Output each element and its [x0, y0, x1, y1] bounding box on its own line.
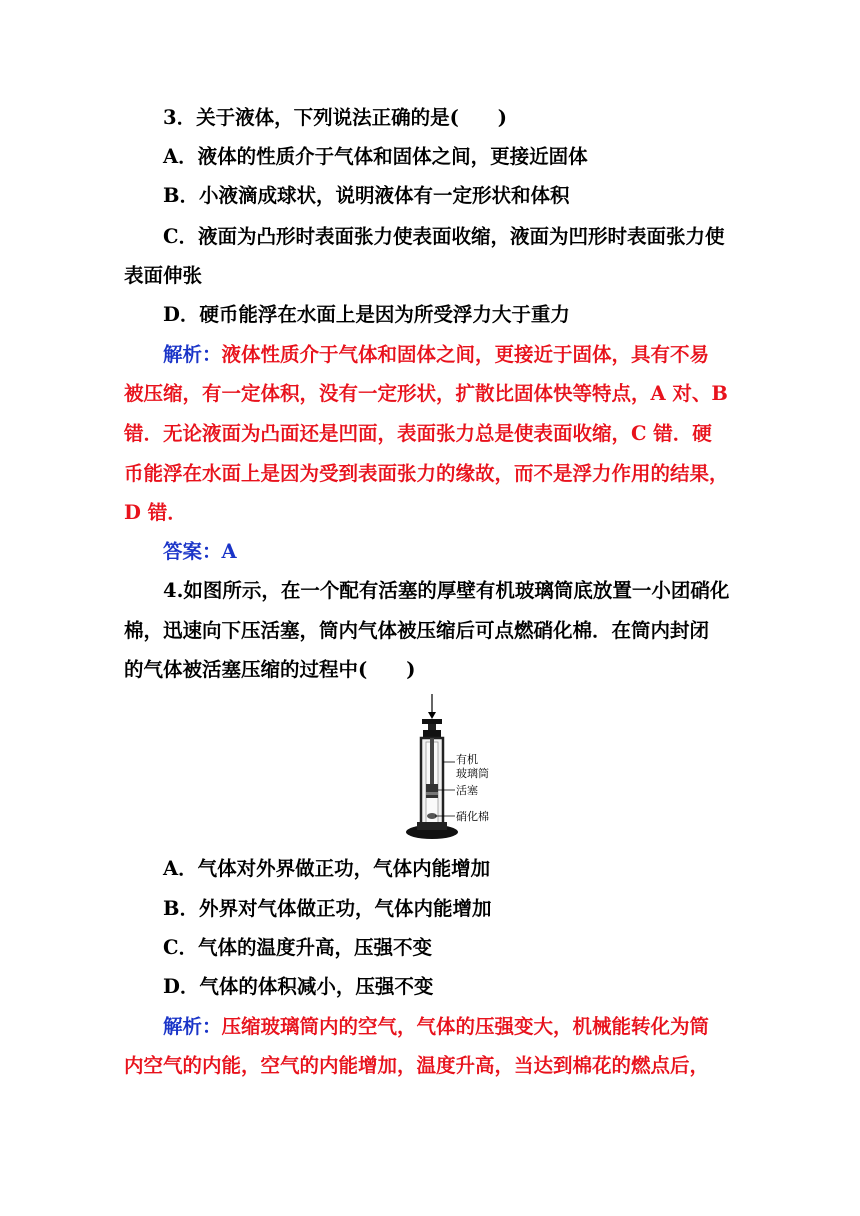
q4-analysis-label: 解析： [163, 1015, 222, 1038]
q3-analysis-line-1 [163, 342, 744, 368]
q4-analysis-text-1: 压缩玻璃筒内的空气，气体的压强变大，机械能转化为筒 [221, 1015, 710, 1038]
q4-option-a: A．气体对外界做正功，气体内能增加 [163, 857, 491, 880]
q3-option-a: A．液体的性质介于气体和固体之间，更接近固体 [163, 145, 588, 168]
label-cotton: 硝化棉 [456, 810, 489, 823]
q3-analysis-line-3: 错．无论液面为凸面还是凹面，表面张力总是使表面收缩，C 错．硬 [124, 422, 712, 445]
q3-analysis-line-5: D 错． [124, 501, 187, 524]
q3-analysis-label: 解析： [163, 343, 222, 366]
q3-analysis-line-4: 币能浮在水面上是因为受到表面张力的缘故，而不是浮力作用的结果， [124, 462, 729, 485]
q3-option-c-cont: 表面伸张 [124, 264, 203, 287]
q4-stem-line-3: 的气体被活塞压缩的过程中( ) [124, 658, 416, 681]
q3-analysis-line-2: 被压缩，有一定体积，没有一定形状，扩散比固体快等特点，A 对、B [124, 382, 728, 405]
q4-option-d: D．气体的体积减小，压强不变 [163, 975, 434, 998]
q3-answer [163, 539, 744, 565]
q4-analysis-line-2: 内空气的内能，空气的内能增加，温度升高，当达到棉花的燃点后， [124, 1054, 710, 1077]
label-tube-2: 玻璃筒 [456, 767, 489, 780]
label-piston: 活塞 [456, 784, 478, 797]
q3-answer-value: A [221, 540, 237, 563]
glass-tube-figure [395, 692, 505, 848]
q3-answer-label: 答案： [163, 540, 222, 563]
q3-analysis-text-1: 液体性质介于气体和固体之间，更接近于固体，具有不易 [221, 343, 710, 366]
q4-option-c: C．气体的温度升高，压强不变 [163, 936, 433, 959]
q4-stem-line-1: 4.如图所示，在一个配有活塞的厚壁有机玻璃筒底放置一小团硝化 [163, 579, 730, 602]
q3-option-b: B．小液滴成球状，说明液体有一定形状和体积 [163, 184, 570, 207]
q3-option-d: D．硬币能浮在水面上是因为所受浮力大于重力 [163, 303, 570, 326]
q3-option-c: C．液面为凸形时表面张力使表面收缩，液面为凹形时表面张力使 [163, 225, 725, 248]
q4-option-b: B．外界对气体做正功，气体内能增加 [163, 897, 492, 920]
q4-stem-line-2: 棉，迅速向下压活塞，筒内气体被压缩后可点燃硝化棉．在筒内封闭 [124, 619, 710, 642]
q3-stem: 3．关于液体，下列说法正确的是( ) [163, 106, 508, 129]
q4-analysis-line-1 [163, 1014, 744, 1040]
label-tube-1: 有机 [456, 753, 478, 766]
